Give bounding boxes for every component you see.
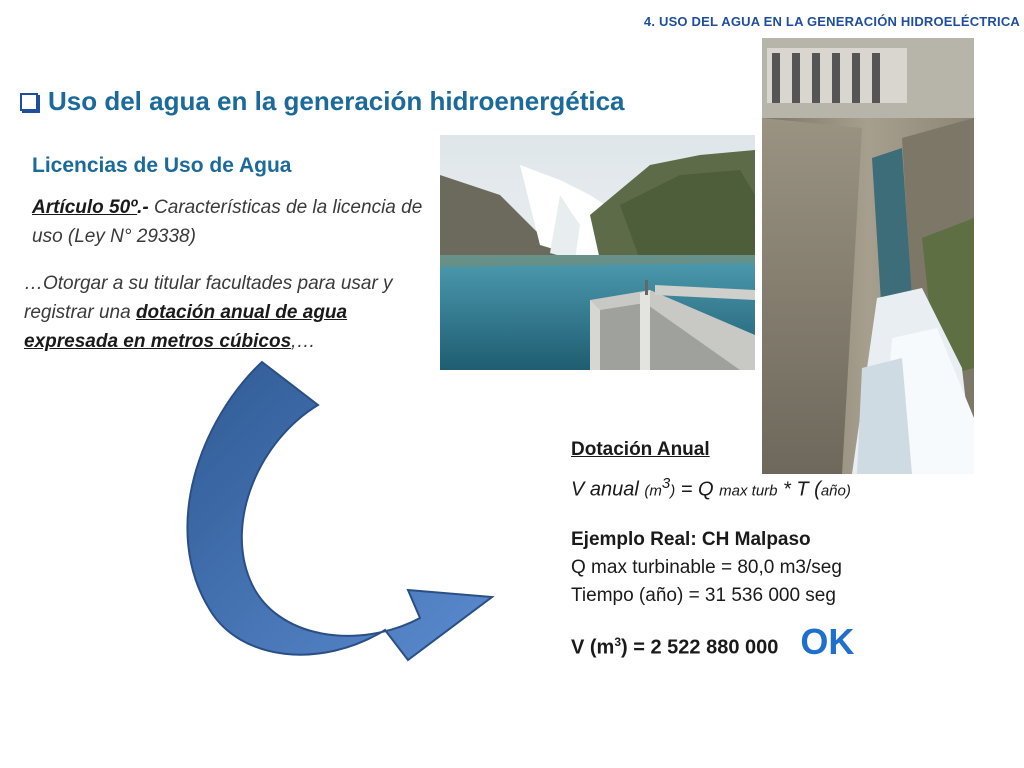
formula-part-f: * T ( — [777, 478, 821, 501]
result-post: ) = 2 522 880 000 — [621, 636, 779, 659]
section-header: 4. USO DEL AGUA EN LA GENERACIÓN HIDROELÉCTRICA — [643, 14, 1020, 29]
article-description: Características de la licencia de uso (Ley N° 29338) — [32, 197, 423, 247]
q-line: Q max turbinable = 80,0 m3/seg — [571, 556, 842, 578]
quote-text — [24, 269, 434, 356]
quote-bold: dotación anual de agua expresada en metros cúbicos — [24, 302, 348, 352]
dotacion-panel — [571, 436, 971, 662]
t-line: Tiempo (año) = 31 536 000 seg — [571, 584, 836, 606]
article-label: Artículo 50º — [32, 197, 138, 218]
formula-part-a: V anual — [571, 478, 645, 501]
quote-post: ,… — [291, 331, 316, 352]
formula-part-b: (m — [644, 482, 662, 500]
formula-part-d: = Q — [675, 478, 720, 501]
example-title: Ejemplo Real: CH Malpaso — [571, 528, 811, 550]
dotacion-title: Dotación Anual — [571, 439, 710, 460]
formula-part-e: max turb — [719, 482, 778, 500]
result-line — [571, 620, 971, 662]
title-row — [20, 86, 625, 117]
dam-photo — [762, 38, 974, 474]
result-sup: 3 — [614, 635, 622, 649]
quote-pre: …Otorgar a su titular facultades para usar y registrar una — [24, 273, 393, 323]
lake-photo — [440, 135, 755, 370]
curved-arrow-icon — [170, 360, 500, 690]
ok-label: OK — [800, 620, 855, 662]
checkbox-bullet-icon — [20, 93, 38, 111]
result-value — [571, 628, 778, 662]
formula — [571, 470, 971, 506]
article-separator: .- — [137, 197, 149, 218]
formula-part-c: ) — [670, 482, 676, 500]
page-title: Uso del agua en la generación hidroenergética — [48, 86, 625, 116]
formula-sup: 3 — [661, 475, 671, 492]
formula-part-g: año) — [820, 482, 851, 500]
article-text — [32, 193, 432, 251]
subtitle: Licencias de Uso de Agua — [32, 154, 292, 177]
result-pre: V (m — [571, 636, 615, 659]
